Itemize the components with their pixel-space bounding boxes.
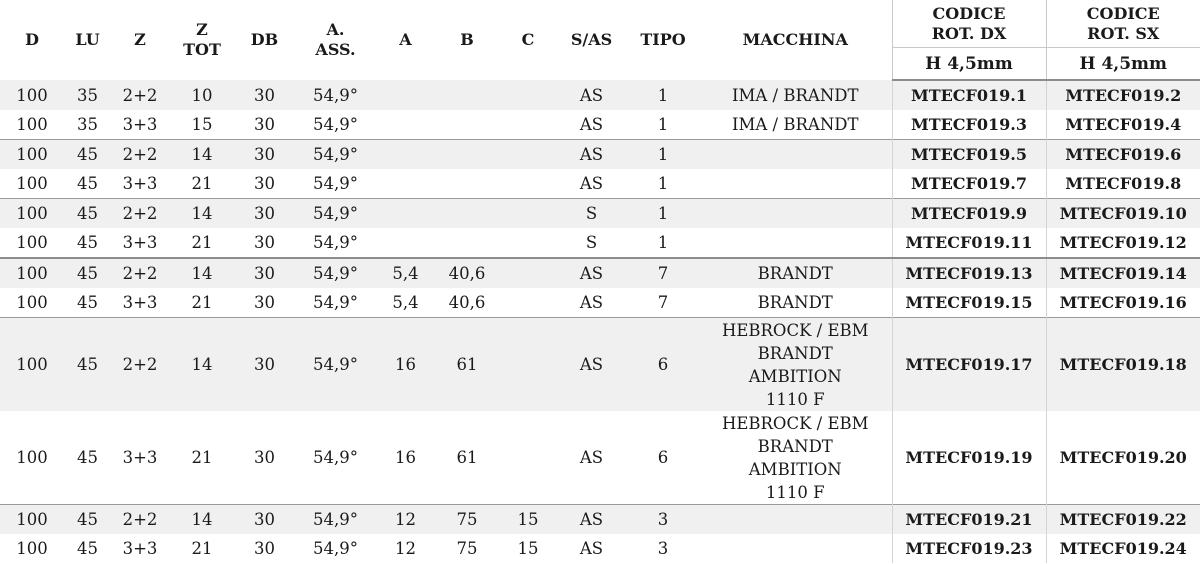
cell-tipo: 1	[627, 140, 699, 170]
cell-a-ass: 54,9°	[313, 539, 358, 558]
cell-d: 100	[16, 293, 48, 312]
cell-c	[500, 318, 556, 412]
cell-d: 100	[0, 505, 64, 535]
macchina-line: 1110 F	[765, 389, 825, 409]
cell-a-ass: 54,9°	[313, 115, 358, 134]
cell-db: 30	[254, 448, 275, 467]
cell-lu: 45	[64, 199, 111, 229]
cell-code-sx: MTECF019.22	[1046, 505, 1200, 535]
header-a-ass	[294, 0, 377, 80]
cell-d: 100	[16, 233, 48, 252]
cell-code-sx: MTECF019.8	[1046, 169, 1200, 199]
cell-b: 61	[456, 448, 478, 467]
cell-s-as: AS	[556, 80, 627, 110]
cell-lu: 35	[64, 80, 111, 110]
cell-z-tot: 21	[191, 539, 213, 558]
cell-b	[434, 140, 500, 170]
cell-a-ass: 54,9°	[313, 233, 358, 252]
cell-d: 100	[0, 80, 64, 110]
cell-lu: 45	[77, 539, 98, 558]
cell-db: 30	[235, 140, 294, 170]
cell-z: 2+2	[111, 140, 169, 170]
cell-code-sx: MTECF019.10	[1046, 199, 1200, 229]
macchina-line: HEBROCK / EBM	[721, 320, 869, 340]
table-body	[0, 80, 1200, 563]
cell-code-dx: MTECF019.11	[892, 228, 1046, 258]
cell-z: 3+3	[122, 115, 158, 134]
cell-z-tot: 14	[169, 199, 235, 229]
cell-z: 2+2	[111, 80, 169, 110]
cell-z: 3+3	[122, 233, 158, 252]
cell-db: 30	[235, 199, 294, 229]
cell-macchina	[699, 534, 892, 563]
cell-code-sx: MTECF019.14	[1046, 258, 1200, 288]
cell-code-dx: MTECF019.7	[892, 169, 1046, 199]
cell-d: 100	[16, 174, 48, 193]
cell-tipo: 3	[627, 505, 699, 535]
cell-a: 5,4	[392, 293, 419, 312]
cell-code-sx: MTECF019.6	[1046, 140, 1200, 170]
cell-db: 30	[254, 233, 275, 252]
cell-db: 30	[235, 505, 294, 535]
cell-code-sx: MTECF019.20	[1046, 411, 1200, 505]
cell-c	[500, 411, 556, 505]
header-h-dx: H 4,5mm	[892, 48, 1046, 81]
macchina-line: AMBITION	[748, 366, 842, 386]
cell-b	[434, 228, 500, 258]
cell-z-tot: 21	[191, 174, 213, 193]
cell-a	[377, 228, 434, 258]
cell-lu: 45	[77, 448, 98, 467]
table-row	[0, 140, 1200, 170]
cell-lu: 45	[64, 505, 111, 535]
cell-z: 2+2	[111, 199, 169, 229]
cell-code-sx: MTECF019.12	[1046, 228, 1200, 258]
cell-lu: 45	[77, 233, 98, 252]
cell-macchina	[699, 140, 892, 170]
cell-d: 100	[0, 199, 64, 229]
header-b: B	[460, 30, 474, 49]
cell-b	[434, 199, 500, 229]
cell-s-as: AS	[579, 115, 604, 134]
cell-lu: 45	[64, 258, 111, 288]
cell-code-dx: MTECF019.3	[892, 110, 1046, 140]
cell-tipo: 1	[657, 174, 669, 193]
cell-a	[377, 80, 434, 110]
macchina-line: BRANDT	[757, 264, 833, 283]
cell-code-dx: MTECF019.17	[892, 318, 1046, 412]
cell-tipo: 3	[657, 539, 669, 558]
cell-code-sx: MTECF019.16	[1046, 288, 1200, 318]
cell-macchina	[699, 318, 892, 412]
header-db: DB	[250, 30, 279, 49]
cell-macchina	[699, 258, 892, 288]
header-codice-dx	[892, 0, 1046, 48]
header-z-tot-line1: Z	[196, 20, 208, 39]
cell-d: 100	[0, 318, 64, 412]
cell-a	[377, 199, 434, 229]
cell-macchina	[699, 288, 892, 318]
cell-db: 30	[254, 174, 275, 193]
cell-s-as: AS	[579, 174, 604, 193]
macchina-line: BRANDT	[757, 343, 833, 363]
cell-z-tot: 15	[191, 115, 213, 134]
cell-code-sx: MTECF019.18	[1046, 318, 1200, 412]
cell-s-as: AS	[579, 539, 604, 558]
cell-macchina	[699, 80, 892, 110]
header-z-tot	[169, 0, 235, 80]
header-z: Z	[134, 30, 146, 49]
cell-lu: 45	[64, 318, 111, 412]
cell-macchina	[699, 228, 892, 258]
cell-a	[377, 110, 434, 140]
cell-code-dx: MTECF019.5	[892, 140, 1046, 170]
cell-a: 16	[395, 448, 416, 467]
header-codice-dx-line1: CODICE	[932, 3, 1006, 23]
cell-s-as: AS	[556, 318, 627, 412]
macchina-line: AMBITION	[748, 459, 842, 479]
table-row	[0, 258, 1200, 288]
macchina-line: IMA / BRANDT	[731, 115, 859, 134]
table-row	[0, 288, 1200, 318]
cell-z-tot: 14	[169, 318, 235, 412]
header-s-as: S/AS	[570, 30, 613, 49]
header-macchina: MACCHINA	[742, 30, 848, 49]
cell-z-tot: 10	[169, 80, 235, 110]
cell-c: 15	[500, 505, 556, 535]
cell-db: 30	[235, 318, 294, 412]
cell-tipo: 1	[627, 80, 699, 110]
table-row	[0, 80, 1200, 110]
header-tipo: TIPO	[640, 30, 686, 49]
table-row	[0, 505, 1200, 535]
cell-tipo: 1	[657, 115, 669, 134]
cell-s-as: AS	[556, 258, 627, 288]
cell-z-tot: 14	[169, 505, 235, 535]
cell-c	[500, 140, 556, 170]
cell-a-ass: 54,9°	[294, 318, 377, 412]
cell-code-sx: MTECF019.4	[1046, 110, 1200, 140]
cell-c	[500, 110, 556, 140]
header-codice-sx-line1: CODICE	[1086, 3, 1160, 23]
cell-z-tot: 21	[191, 293, 213, 312]
cell-code-sx: MTECF019.24	[1046, 534, 1200, 563]
cell-db: 30	[254, 115, 275, 134]
table-row	[0, 169, 1200, 199]
cell-z: 3+3	[122, 448, 158, 467]
cell-c	[500, 258, 556, 288]
cell-b: 40,6	[434, 258, 500, 288]
cell-tipo: 7	[657, 293, 669, 312]
cell-c	[500, 199, 556, 229]
header-codice-sx	[1046, 0, 1200, 48]
cell-b: 75	[434, 505, 500, 535]
header-a-ass-line2: ASS.	[315, 40, 356, 59]
cell-z: 3+3	[122, 293, 158, 312]
cell-tipo: 1	[657, 233, 669, 252]
header-codice-sx-line2: ROT. SX	[1087, 23, 1160, 43]
cell-tipo: 6	[657, 448, 669, 467]
header-lu: LU	[75, 30, 100, 49]
header-c: C	[521, 30, 535, 49]
header-codice-dx-line2: ROT. DX	[931, 23, 1007, 43]
cell-code-dx: MTECF019.21	[892, 505, 1046, 535]
macchina-line: IMA / BRANDT	[731, 85, 859, 105]
macchina-line: BRANDT	[757, 293, 833, 312]
cell-z-tot: 21	[191, 233, 213, 252]
cell-s-as: AS	[579, 448, 604, 467]
cell-a-ass: 54,9°	[294, 199, 377, 229]
table-row	[0, 411, 1200, 505]
cell-a-ass: 54,9°	[313, 174, 358, 193]
cell-c	[500, 228, 556, 258]
cell-b: 40,6	[448, 293, 486, 312]
cell-b	[434, 169, 500, 199]
cell-d: 100	[16, 448, 48, 467]
table-row	[0, 228, 1200, 258]
cell-a-ass: 54,9°	[294, 80, 377, 110]
table-row	[0, 318, 1200, 412]
macchina-line: 1110 F	[765, 482, 825, 502]
cell-a-ass: 54,9°	[313, 448, 358, 467]
header-a-ass-line1: A.	[326, 20, 345, 39]
cell-tipo: 6	[627, 318, 699, 412]
cell-s-as: AS	[579, 293, 604, 312]
cell-tipo: 7	[627, 258, 699, 288]
cell-c	[500, 288, 556, 318]
cell-a-ass: 54,9°	[294, 140, 377, 170]
cell-lu: 45	[64, 140, 111, 170]
cell-c	[500, 80, 556, 110]
cell-lu: 35	[77, 115, 98, 134]
macchina-line: HEBROCK / EBM	[721, 413, 869, 433]
cell-z: 3+3	[122, 539, 158, 558]
table-header	[0, 0, 1200, 80]
cell-code-dx: MTECF019.13	[892, 258, 1046, 288]
cell-macchina	[699, 505, 892, 535]
cell-b: 75	[456, 539, 478, 558]
cell-s-as: S	[556, 199, 627, 229]
cell-c	[500, 169, 556, 199]
cell-a: 16	[377, 318, 434, 412]
cell-d: 100	[0, 140, 64, 170]
cell-z-tot: 21	[191, 448, 213, 467]
cell-macchina	[699, 411, 892, 505]
cell-tipo: 1	[627, 199, 699, 229]
cell-a-ass: 54,9°	[294, 258, 377, 288]
cell-z-tot: 14	[169, 140, 235, 170]
cell-c: 15	[517, 539, 539, 558]
cell-z: 2+2	[111, 318, 169, 412]
cell-z: 2+2	[111, 505, 169, 535]
table-row	[0, 110, 1200, 140]
cell-db: 30	[254, 293, 275, 312]
cell-z: 2+2	[111, 258, 169, 288]
cell-code-dx: MTECF019.19	[892, 411, 1046, 505]
cell-s-as: S	[585, 233, 598, 252]
cell-a-ass: 54,9°	[294, 505, 377, 535]
cell-a	[377, 169, 434, 199]
cell-code-sx: MTECF019.2	[1046, 80, 1200, 110]
header-z-tot-line2: TOT	[183, 40, 221, 59]
cell-b	[434, 110, 500, 140]
cell-db: 30	[254, 539, 275, 558]
cell-macchina	[699, 110, 892, 140]
cell-db: 30	[235, 258, 294, 288]
cell-lu: 45	[77, 293, 98, 312]
table-row	[0, 534, 1200, 563]
cell-macchina	[699, 199, 892, 229]
cell-code-dx: MTECF019.15	[892, 288, 1046, 318]
table-row	[0, 199, 1200, 229]
header-h-sx: H 4,5mm	[1046, 48, 1200, 81]
cell-d: 100	[16, 539, 48, 558]
cell-lu: 45	[77, 174, 98, 193]
macchina-line: BRANDT	[757, 436, 833, 456]
cell-z: 3+3	[122, 174, 158, 193]
cell-s-as: AS	[556, 505, 627, 535]
cell-code-dx: MTECF019.1	[892, 80, 1046, 110]
cell-z-tot: 14	[169, 258, 235, 288]
cell-a-ass: 54,9°	[313, 293, 358, 312]
header-d: D	[25, 30, 39, 49]
cell-d: 100	[0, 258, 64, 288]
cell-b: 61	[434, 318, 500, 412]
cell-b	[434, 80, 500, 110]
cell-db: 30	[235, 80, 294, 110]
cell-a: 12	[377, 505, 434, 535]
cell-s-as: AS	[556, 140, 627, 170]
cell-a: 12	[395, 539, 416, 558]
cell-macchina	[699, 169, 892, 199]
cell-a: 5,4	[377, 258, 434, 288]
cell-d: 100	[16, 115, 48, 134]
cell-a	[377, 140, 434, 170]
cell-code-dx: MTECF019.23	[892, 534, 1046, 563]
cell-code-dx: MTECF019.9	[892, 199, 1046, 229]
header-a: A	[399, 30, 412, 49]
